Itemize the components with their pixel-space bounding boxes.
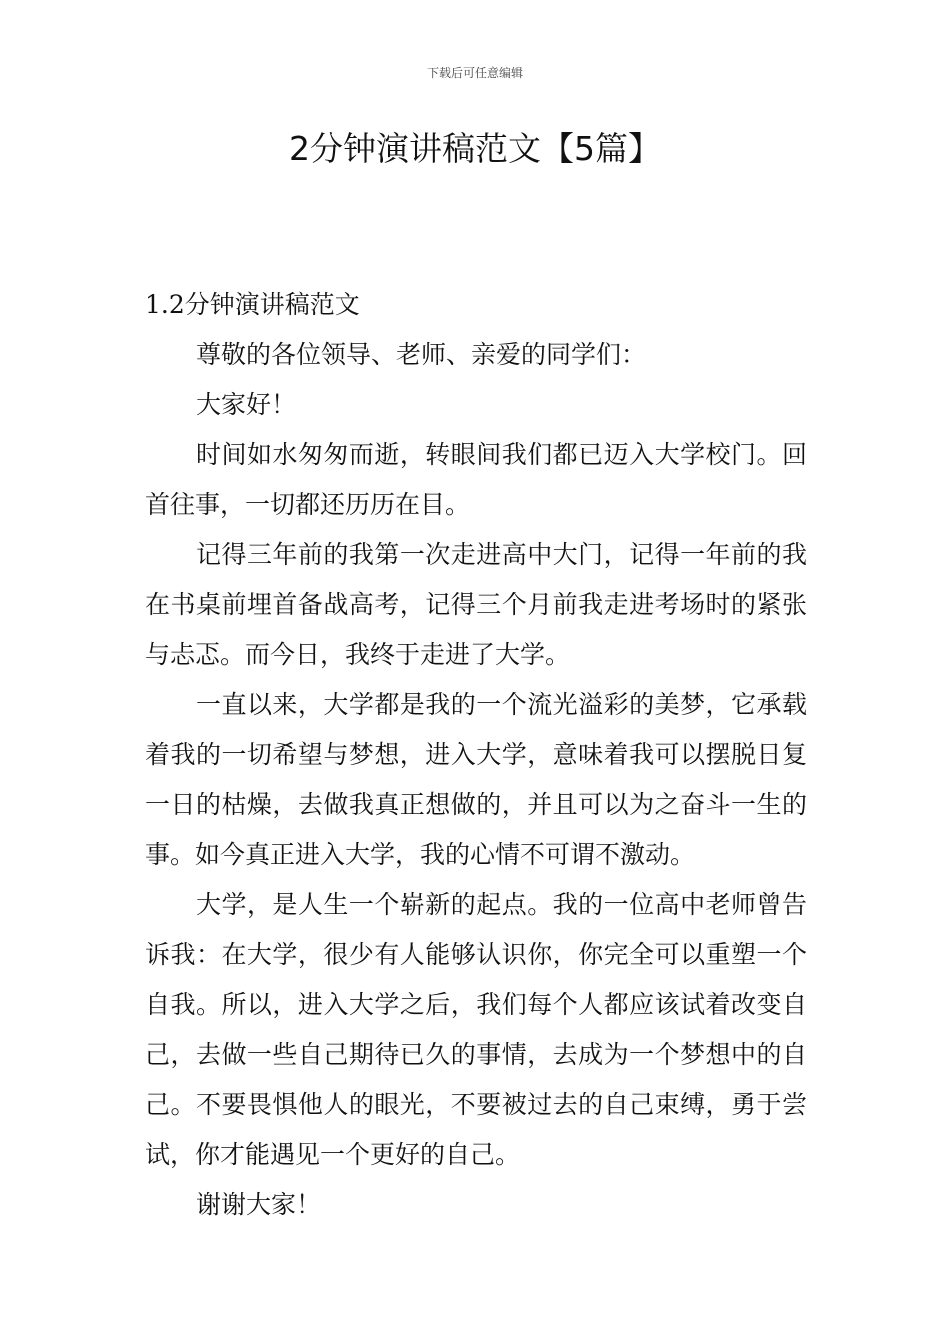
salutation-paragraph: 尊敬的各位领导、老师、亲爱的同学们： xyxy=(196,340,647,369)
document-body xyxy=(145,280,807,1230)
document-title: 2分钟演讲稿范文【5篇】 xyxy=(289,129,661,168)
body-paragraph: 时间如水匆匆而逝，转眼间我们都已迈入大学校门。回首往事，一切都还历历在目。 xyxy=(145,440,807,519)
closing-paragraph: 谢谢大家！ xyxy=(196,1190,322,1219)
body-paragraph: 大学，是人生一个崭新的起点。我的一位高中老师曾告诉我：在大学，很少有人能够认识你，你完全可以重塑一个自我。所以，进入大学之后，我们每个人都应该试着改变自己，去做一些自己期待已久的事情，去成为一个梦想中的自己。不要畏惧他人的眼光，不要被过去的自己束缚，勇于尝试，你才能遇见一个更好的自己。 xyxy=(145,890,807,1169)
section-heading: 1.2分钟演讲稿范文 xyxy=(145,290,360,319)
body-paragraph: 一直以来，大学都是我的一个流光溢彩的美梦，它承载着我的一切希望与梦想，进入大学，意味着我可以摆脱日复一日的枯燥，去做我真正想做的，并且可以为之奋斗一生的事。如今真正进入大学，我的心情不可谓不激动。 xyxy=(145,690,807,869)
greeting-paragraph: 大家好！ xyxy=(196,390,297,419)
body-paragraph: 记得三年前的我第一次走进高中大门，记得一年前的我在书桌前埋首备战高考，记得三个月前我走进考场时的紧张与忐忑。而今日，我终于走进了大学。 xyxy=(145,540,807,669)
header-note: 下载后可任意编辑 xyxy=(426,66,523,80)
